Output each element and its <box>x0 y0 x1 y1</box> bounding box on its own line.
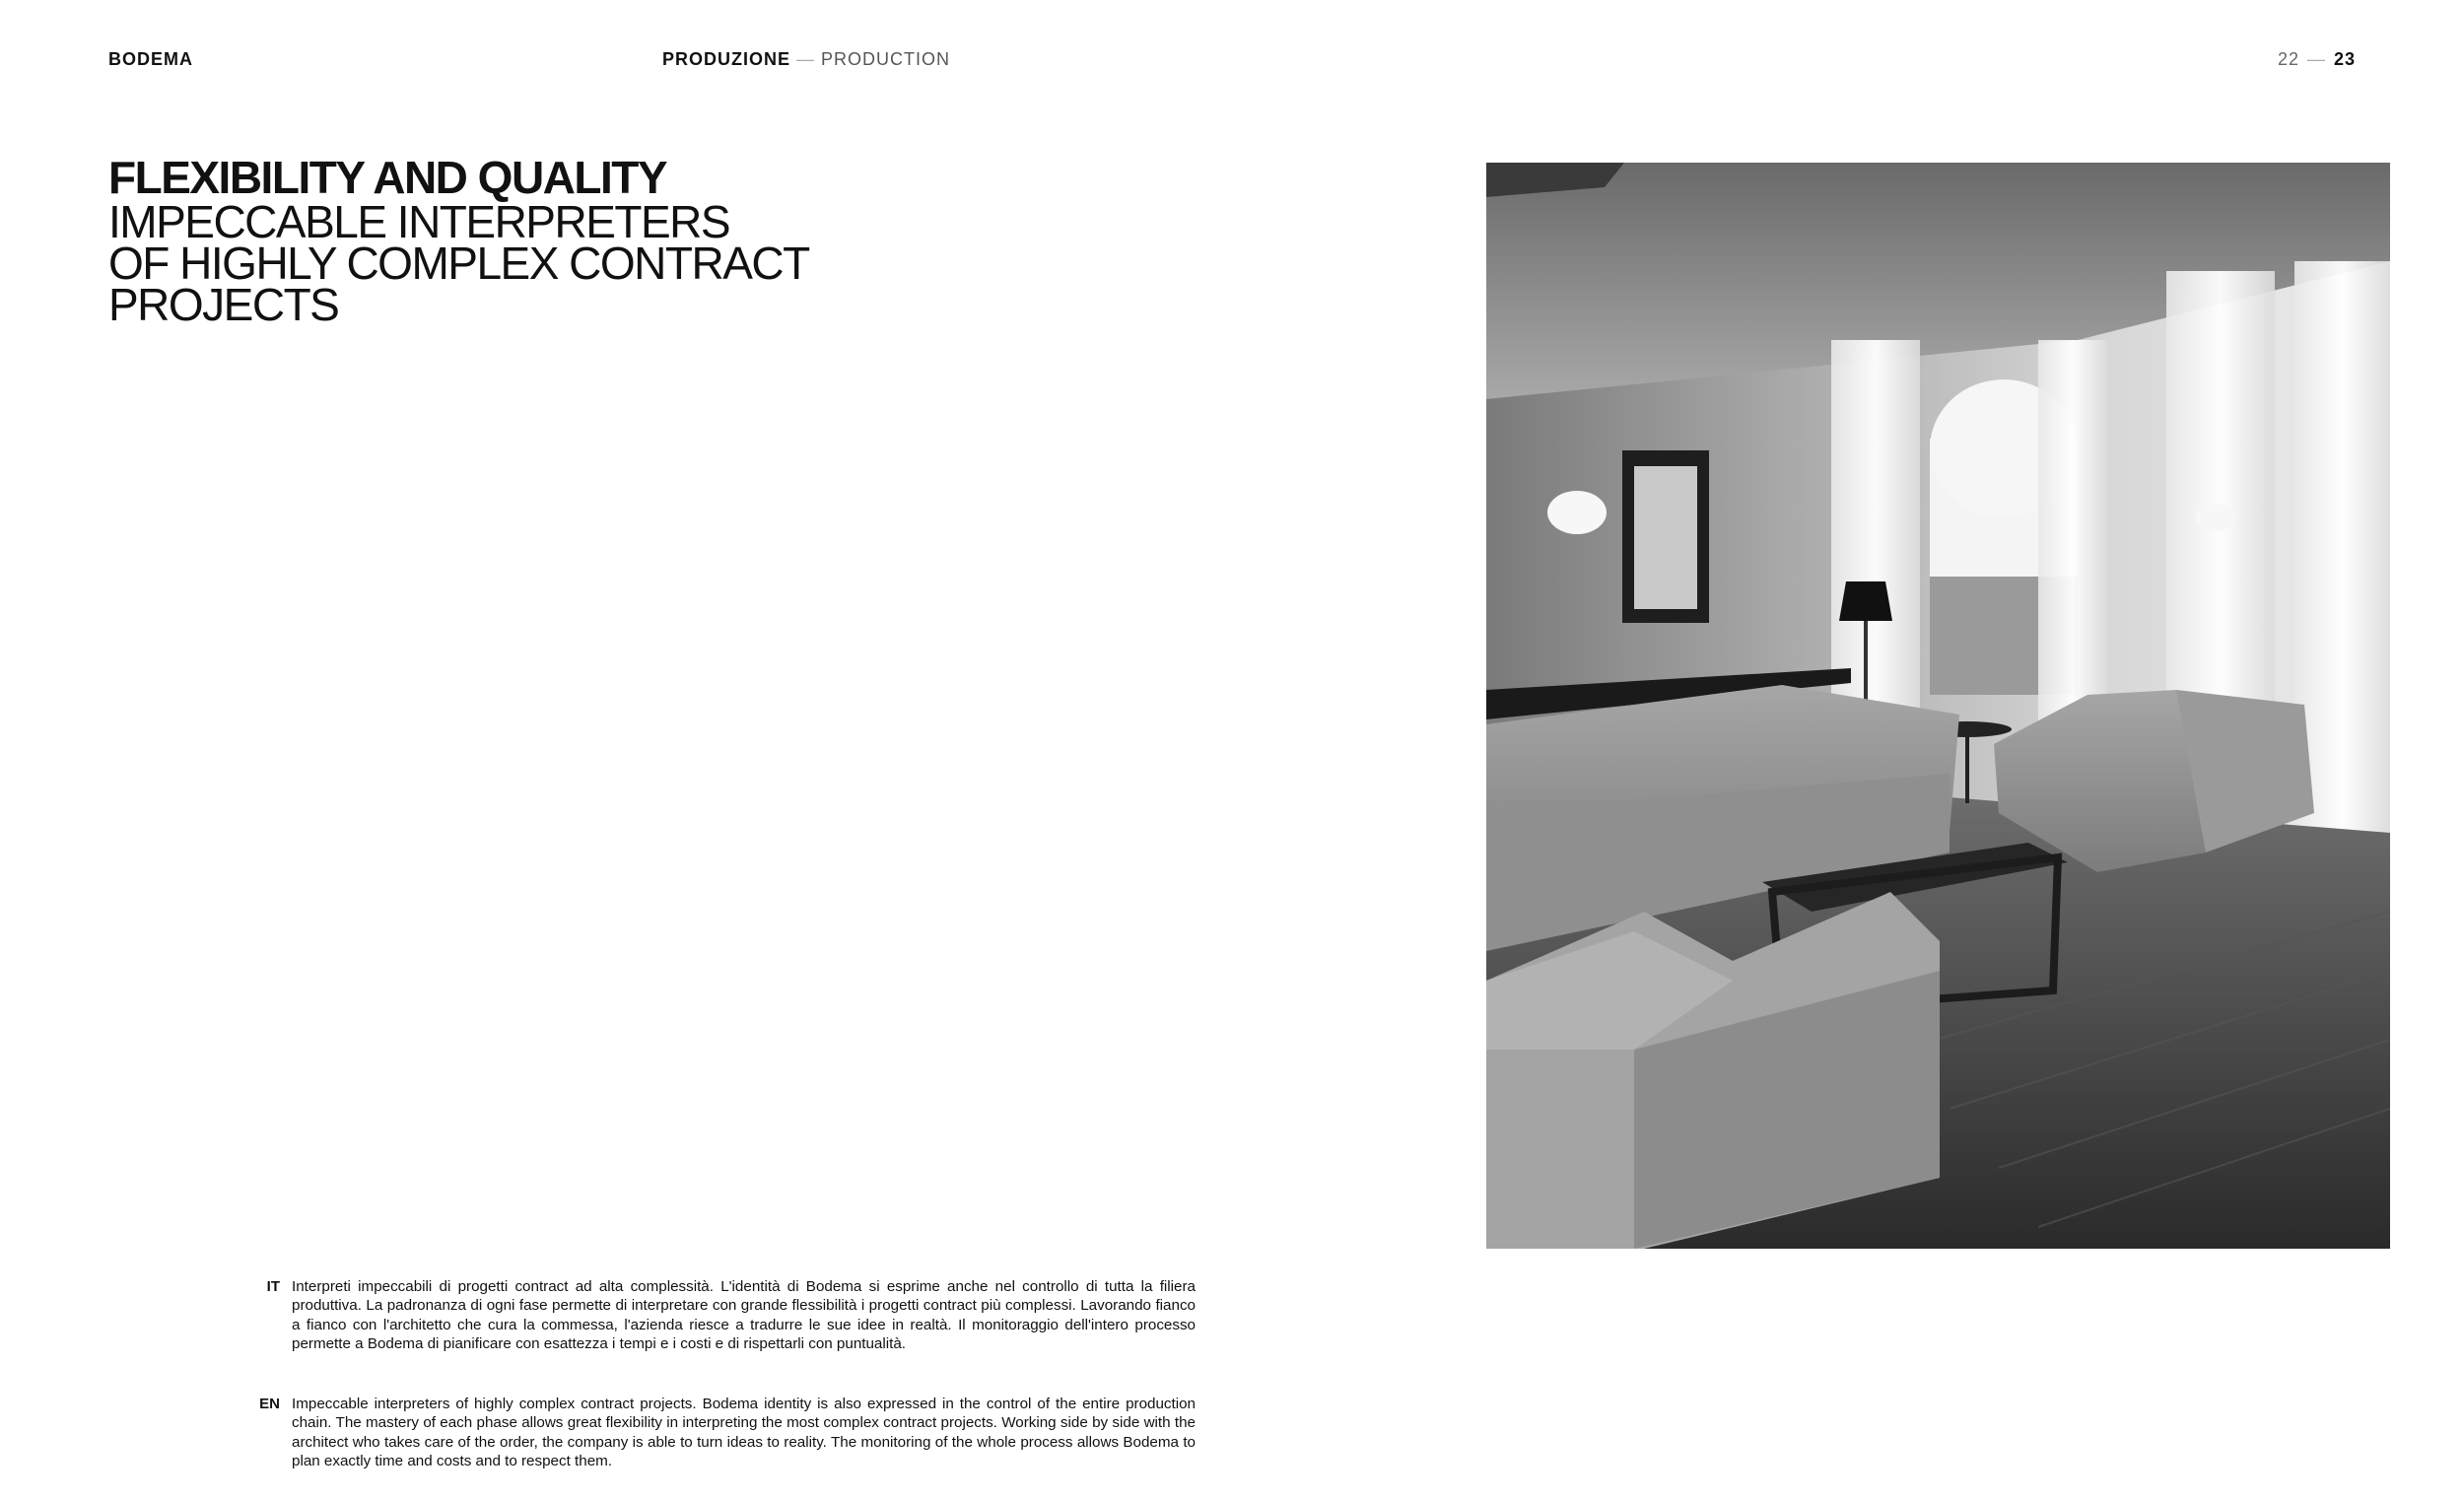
brand-logo: BODEMA <box>108 49 193 69</box>
section-title-en: PRODUCTION <box>821 49 951 69</box>
paragraph-english <box>254 1395 1196 1471</box>
page-number-left: 22 <box>2277 49 2299 69</box>
body-text-english <box>254 1395 1196 1471</box>
page-numbers <box>2278 49 2356 70</box>
paragraph-text-en: Impeccable interpreters of highly complex contract projects. Bodema identity is also expressed in the control of the entire production chain. The mastery of each phase allows great flexibility in interpreting the most complex contract projects. Working side by side with the architect who takes care of the order, the company is able to turn ideas to reality. The monitoring of the whole process allows Bodema to plan exactly time and costs and to respect them. <box>292 1396 1196 1470</box>
section-title-it: PRODUZIONE <box>662 49 791 69</box>
body-text-italian <box>254 1277 1196 1354</box>
headline-title: FLEXIBILITY AND QUALITY <box>108 152 667 203</box>
headline-line-1: IMPECCABLE INTERPRETERS <box>108 196 730 247</box>
headline <box>108 152 897 330</box>
language-label-it: IT <box>266 1278 280 1295</box>
living-room-photo <box>1486 163 2390 1249</box>
page-number-right: 23 <box>2333 49 2356 69</box>
language-label-en: EN <box>259 1396 280 1412</box>
paragraph-italian <box>254 1277 1196 1354</box>
section-title <box>662 49 950 70</box>
page-number-separator: — <box>2306 49 2326 69</box>
headline-line-2: OF HIGHLY COMPLEX CONTRACT <box>108 238 809 289</box>
paragraph-text-it: Interpreti impeccabili di progetti contract ad alta complessità. L'identità di Bodema si esprime anche nel controllo di tutta la filiera produttiva. La padronanza di ogni fase permette di interpretare con grande flessibilità i progetti contract più complessi. Lavorando fianco a fianco con l'architetto che cura la commessa, l'azienda riesce a tradurre le sue idee in realtà. Il monitoraggio dell'intero processo permette a Bodema di pianificare con esattezza i tempi e i costi e di rispettarli con puntualità. <box>292 1278 1196 1353</box>
headline-line-3: PROJECTS <box>108 279 339 330</box>
section-separator: — <box>796 49 816 69</box>
